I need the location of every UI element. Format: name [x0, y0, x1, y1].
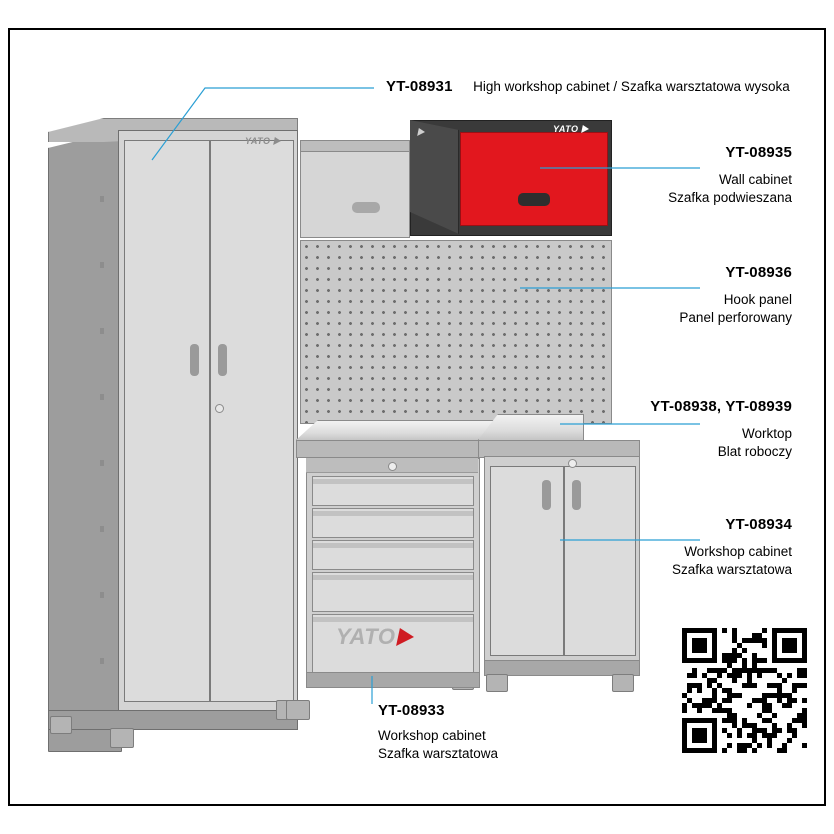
callout-code: YT-08936 [725, 264, 792, 281]
qr-code [682, 628, 807, 753]
callout-desc-pl: Szafka warsztatowa [378, 746, 499, 761]
callout-yt-08936 [450, 264, 792, 327]
callout-code: YT-08935 [725, 144, 792, 161]
callout-desc-en: Workshop cabinet [378, 728, 486, 743]
callout-desc-pl: Szafka podwieszana [668, 190, 792, 205]
callout-desc-en: Wall cabinet [718, 172, 792, 187]
callout-desc-pl: Szafka warsztatowa [671, 562, 792, 577]
callout-desc-en: Workshop cabinet [684, 544, 792, 559]
callout-desc-en: Hook panel [723, 292, 792, 307]
callout-code: YT-08938, YT-08939 [650, 398, 792, 415]
logo-text: YATO [336, 624, 396, 649]
callout-yt-08931 [386, 78, 790, 96]
callout-code: YT-08933 [378, 702, 445, 719]
callout-desc-pl: Blat roboczy [717, 444, 792, 459]
callout-code: YT-08931 [386, 78, 453, 95]
callout-yt-08938-08939 [450, 398, 792, 461]
callout-desc-en: Worktop [741, 426, 792, 441]
callout-code: YT-08934 [725, 516, 792, 533]
callout-desc-pl: Panel perforowany [679, 310, 792, 325]
callout-yt-08935 [450, 144, 792, 207]
callout-yt-08934 [450, 516, 792, 579]
callout-desc-en: High workshop cabinet / Szafka warsztatowa wysoka [473, 79, 790, 94]
logo-text: YATO [553, 124, 579, 134]
logo-text: YATO [245, 136, 271, 146]
callout-yt-08933 [378, 702, 638, 763]
